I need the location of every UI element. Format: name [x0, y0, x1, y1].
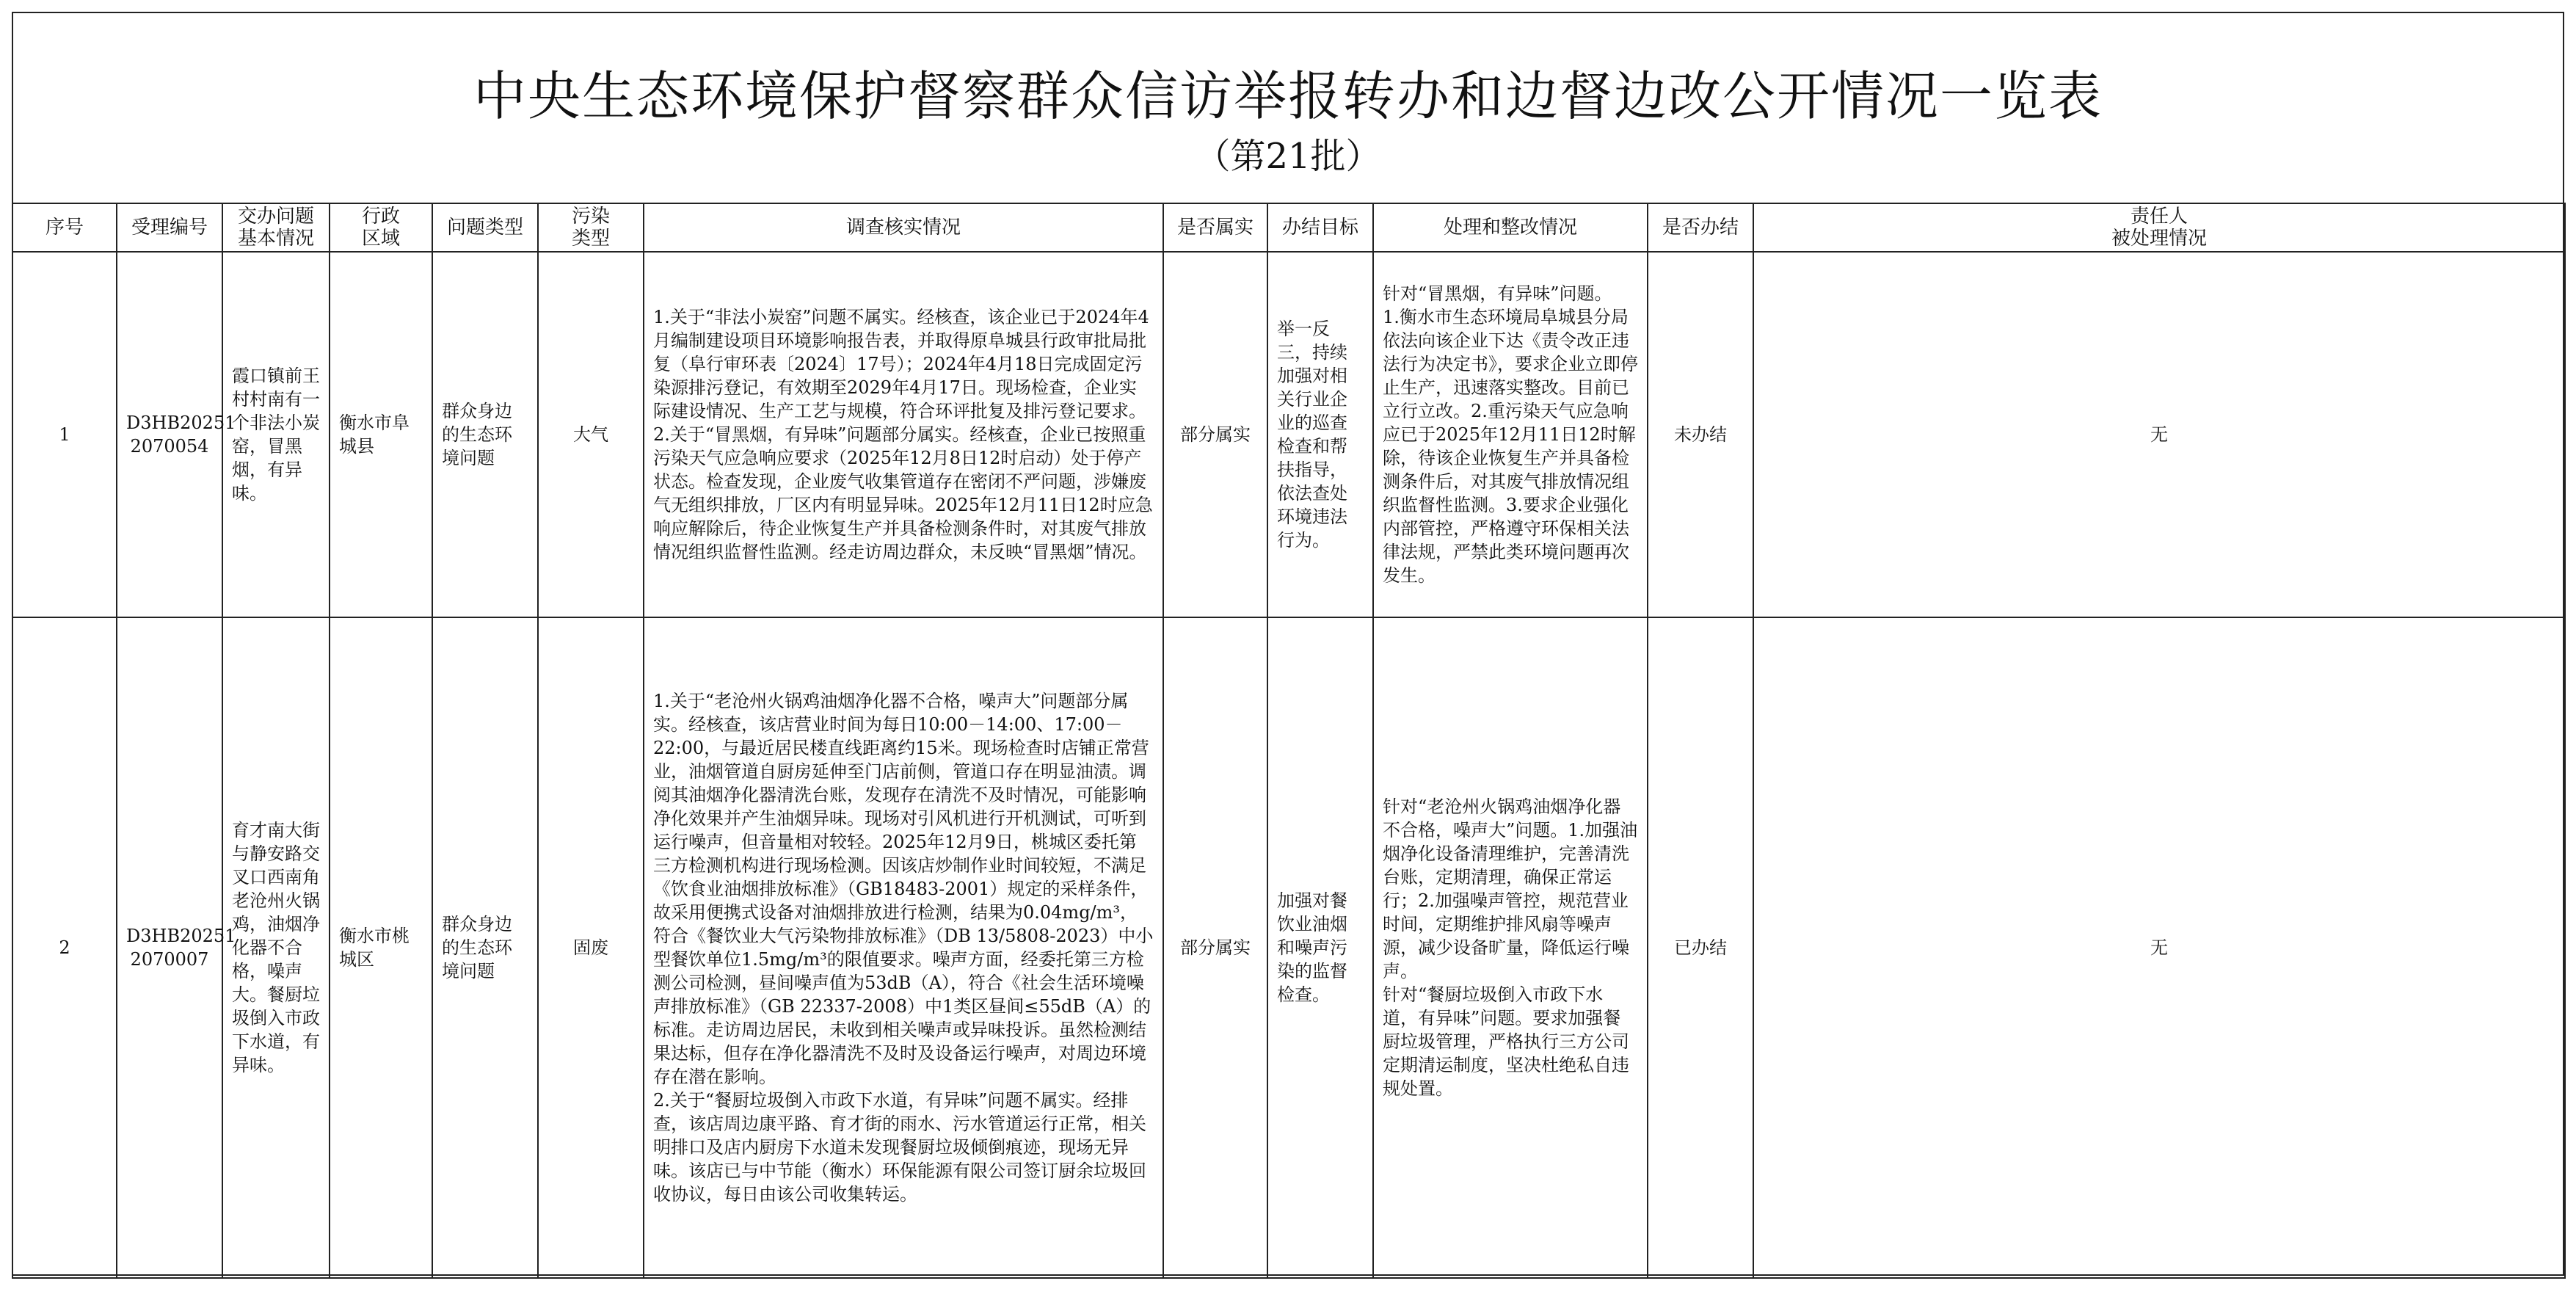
cell-region: 衡水市桃城区 — [330, 617, 432, 1278]
cell-type: 群众身边的生态环境问题 — [432, 252, 538, 617]
table-row — [12, 252, 2565, 617]
header-index: 序号 — [12, 203, 117, 252]
header-verified: 是否属实 — [1163, 203, 1267, 252]
cell-responsible: 无 — [1753, 252, 2565, 617]
cell-case-no: D3HB20251 2070007 — [117, 617, 222, 1278]
header-handling: 处理和整改情况 — [1373, 203, 1648, 252]
header-investigation: 调查核实情况 — [644, 203, 1163, 252]
cell-handling: 针对“冒黑烟，有异味”问题。 1.衡水市生态环境局阜城县分局依法向该企业下达《责令改正违法行为决定书》，要求企业立即停止生产，迅速落实整改。目前已立行立改。2.重污染天气应急响应已于2025年12月11日12时解除，待该企业恢复生产并具备检测条件后，对其废气排放情况组织监督性监测。3.要求企业强化内部管控，严格遵守环保相关法律法规，严禁此类环境问题再次发生。 — [1373, 252, 1648, 617]
cell-closed: 未办结 — [1648, 252, 1753, 617]
header-responsible: 责任人 被处理情况 — [1753, 203, 2565, 252]
cell-goal: 举一反三，持续加强对相关行业企业的巡查检查和帮扶指导，依法查处环境违法行为。 — [1267, 252, 1373, 617]
cell-index: 2 — [12, 617, 117, 1278]
cell-type: 群众身边的生态环境问题 — [432, 617, 538, 1278]
header-case-no: 受理编号 — [117, 203, 222, 252]
cell-closed: 已办结 — [1648, 617, 1753, 1278]
cell-region: 衡水市阜城县 — [330, 252, 432, 617]
cell-investigation: 1.关于“老沧州火锅鸡油烟净化器不合格，噪声大”问题部分属实。经核查，该店营业时间为每日10:00－14:00、17:00－22:00，与最近居民楼直线距离约15米。现场检查时店铺正常营业，油烟管道自厨房延伸至门店前侧，管道口存在明显油渍。调阅其油烟净化器清洗台账，发现存在清洗不及时情况，可能影响净化效果并产生油烟异味。现场对引风机进行开机测试，可听到运行噪声，但音量相对较轻。2025年12月9日，桃城区委托第三方检测机构进行现场检测。因该店炒制作业时间较短，不满足《饮食业油烟排放标准》（GB18483-2001）规定的采样条件，故采用便携式设备对油烟排放进行检测，结果为0.04mg/m³，符合《餐饮业大气污染物排放标准》（DB 13/5808-2023）中小型餐饮单位1.5mg/m³的限值要求。噪声方面，经委托第三方检测公司检测，昼间噪声值为53dB（A），符合《社会生活环境噪声排放标准》（GB 22337-2008）中1类区昼间≤55dB（A）的标准。走访周边居民，未收到相关噪声或异味投诉。虽然检测结果达标，但存在净化器清洗不及时及设备运行噪声，对周边环境存在潜在影响。 2.关于“餐厨垃圾倒入市政下水道，有异味”问题不属实。经排查，该店周边康平路、育才街的雨水、污水管道运行正常，相关明排口及店内厨房下水道未发现餐厨垃圾倾倒痕迹，现场无异味。该店已与中节能（衡水）环保能源有限公司签订厨余垃圾回收协议，每日由该公司收集转运。 — [644, 617, 1163, 1278]
header-closed: 是否办结 — [1648, 203, 1753, 252]
page-subtitle: （第21批） — [1195, 136, 1381, 177]
header-goal: 办结目标 — [1267, 203, 1373, 252]
cell-responsible: 无 — [1753, 617, 2565, 1278]
cell-goal: 加强对餐饮业油烟和噪声污染的监督检查。 — [1267, 617, 1373, 1278]
header-row — [12, 203, 2565, 252]
header-pollution: 污染 类型 — [538, 203, 644, 252]
table-row — [12, 617, 2565, 1278]
cell-investigation: 1.关于“非法小炭窑”问题不属实。经核查，该企业已于2024年4月编制建设项目环境影响报告表，并取得原阜城县行政审批局批复（阜行审环表〔2024〕17号）；2024年4月18日完成固定污染源排污登记，有效期至2029年4月17日。现场检查，企业实际建设情况、生产工艺与规模，符合环评批复及排污登记要求。 2.关于“冒黑烟，有异味”问题部分属实。经核查，企业已按照重污染天气应急响应要求（2025年12月8日12时启动）处于停产状态。检查发现，企业废气收集管道存在密闭不严问题，涉嫌废气无组织排放，厂区内有明显异味。2025年12月11日12时应急响应解除后，待企业恢复生产并具备检测条件时，对其废气排放情况组织监督性监测。经走访周边群众，未反映“冒黑烟”情况。 — [644, 252, 1163, 617]
cell-pollution: 大气 — [538, 252, 644, 617]
cell-issue: 霞口镇前王村村南有一个非法小炭窑，冒黑烟，有异味。 — [222, 252, 330, 617]
cell-verified: 部分属实 — [1163, 252, 1267, 617]
header-region: 行政 区域 — [330, 203, 432, 252]
page-title: 中央生态环境保护督察群众信访举报转办和边督边改公开情况一览表 — [473, 65, 2103, 127]
cell-verified: 部分属实 — [1163, 617, 1267, 1278]
cell-handling: 针对“老沧州火锅鸡油烟净化器不合格，噪声大”问题。1.加强油烟净化设备清理维护，完善清洗台账，定期清理，确保正常运行；2.加强噪声管控，规范营业时间，定期维护排风扇等噪声源，减少设备旷量，降低运行噪声。 针对“餐厨垃圾倒入市政下水道，有异味”问题。要求加强餐厨垃圾管理，严格执行三方公司定期清运制度，坚决杜绝私自违规处置。 — [1373, 617, 1648, 1278]
cell-case-no: D3HB20251 2070054 — [117, 252, 222, 617]
title-area — [13, 13, 2563, 203]
header-issue: 交办问题 基本情况 — [222, 203, 330, 252]
disclosure-table — [12, 203, 2566, 1279]
header-type: 问题类型 — [432, 203, 538, 252]
cell-issue: 育才南大街与静安路交叉口西南角老沧州火锅鸡，油烟净化器不合格，噪声大。餐厨垃圾倒入市政下水道，有异味。 — [222, 617, 330, 1278]
document-frame — [12, 12, 2564, 1276]
cell-pollution: 固废 — [538, 617, 644, 1278]
cell-index: 1 — [12, 252, 117, 617]
